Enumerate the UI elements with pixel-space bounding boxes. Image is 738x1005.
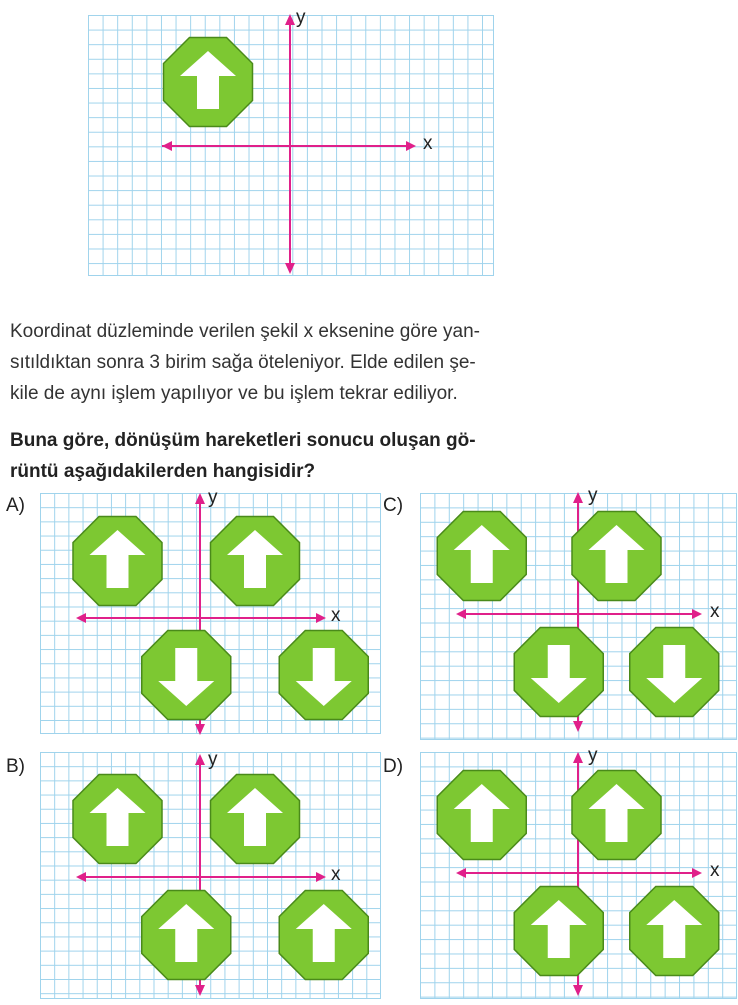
option-a-y-label: y	[208, 487, 218, 508]
option-a-x-label: x	[331, 605, 341, 626]
question-prompt-line-1: Buna göre, dönüşüm hareketleri sonucu oluşan gö-	[10, 430, 476, 451]
option-b-y-label: y	[208, 749, 218, 770]
option-c-y-label: y	[588, 485, 598, 506]
option-b-x-label: x	[331, 864, 341, 885]
question-line-1: Koordinat düzleminde verilen şekil x eksenine göre yan-	[10, 321, 480, 342]
y-axis-arrow-down	[573, 985, 583, 996]
y-axis-arrow-up	[573, 752, 583, 763]
option-c-label[interactable]: C)	[383, 495, 404, 516]
option-b-label[interactable]: B)	[6, 756, 25, 777]
x-axis-arrow-right	[692, 868, 702, 878]
y-axis-label: y	[296, 7, 306, 28]
sign-arrow-up	[514, 887, 603, 976]
question-line-2: sıtıldıktan sonra 3 birim sağa öteleniyor. Elde edilen şe-	[10, 352, 476, 373]
question-line-3: kile de aynı işlem yapılıyor ve bu işlem tekrar ediliyor.	[10, 383, 458, 404]
question-prompt-line-2: rüntü aşağıdakilerden hangisidir?	[10, 461, 316, 482]
sign-arrow-up	[437, 771, 526, 860]
option-d-x-label: x	[710, 860, 720, 881]
option-a-label[interactable]: A)	[6, 495, 25, 516]
x-axis-arrow-left	[456, 868, 466, 878]
sign-arrow-up	[572, 771, 661, 860]
sign-arrow-up	[630, 887, 719, 976]
option-d-label[interactable]: D)	[383, 756, 404, 777]
x-axis-label: x	[423, 133, 433, 154]
option-c-x-label: x	[710, 601, 720, 622]
option-d-y-label: y	[588, 745, 598, 766]
